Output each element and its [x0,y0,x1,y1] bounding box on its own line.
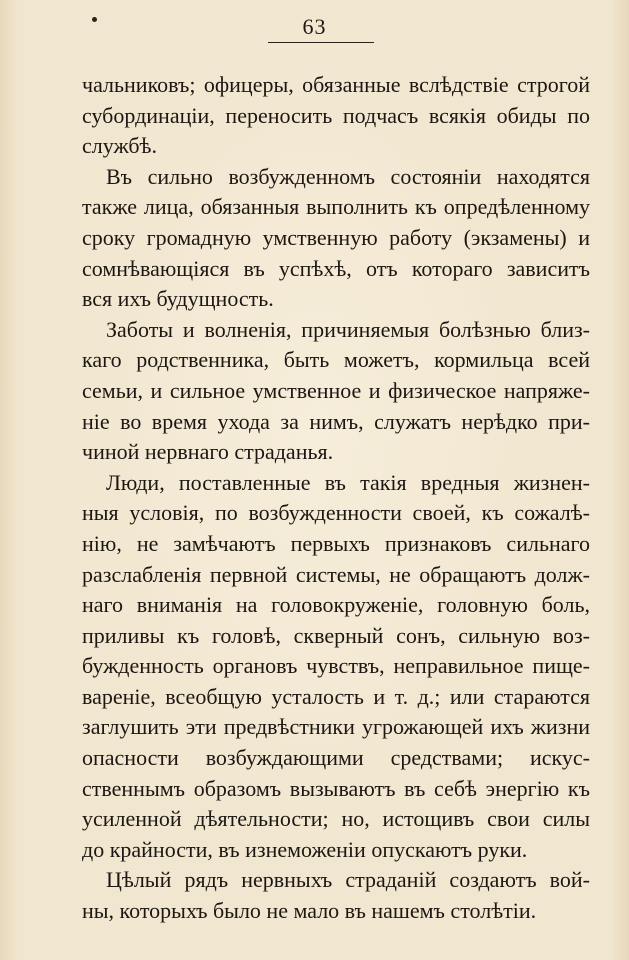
text-line: сроку громадную умственную работу (экзамены) и [82,224,590,250]
text-line: сомнѣвающіяся въ успѣхѣ, отъ котораго зависитъ [82,255,590,281]
text-line: приливы къ головѣ, скверный сонъ, сильную воз- [82,622,590,648]
text-line: заглушить эти предвѣстники угрожающей ихъ жизни [82,714,590,740]
text-line: вся ихъ будущность. [82,286,274,312]
text-line: ныя условія, по возбужденности своей, къ сожалѣ- [82,500,590,526]
text-line: Заботы и волненія, причиняемыя болѣзнью близ- [106,316,590,342]
header-rule [268,42,374,43]
text-line: службѣ. [82,133,158,159]
text-line: субординаціи, переносить подчасъ всякія обиды по [82,102,590,128]
text-line: наго вниманія на головокруженіе, головную боль, [82,592,590,618]
text-line: нію, не замѣчаютъ первыхъ признаковъ сильнаго [82,530,590,556]
page-number: 63 [302,14,327,39]
text-line: каго родственника, быть можетъ, кормильца всей [82,347,590,373]
text-line: Цѣлый рядъ нервныхъ страданій создаютъ вой- [106,867,590,893]
text-line: до крайности, въ изнеможеніи опускаютъ руки. [82,836,528,862]
text-line: ны, которыхъ было не мало въ нашемъ столѣтіи. [82,898,537,924]
text-line: усиленной дѣятельности; но, истощивъ свои силы [82,806,590,832]
text-line: опасности возбуждающими средствами; искус- [82,745,590,771]
text-line: разслабленія первной системы, не обращаютъ долж- [82,561,590,587]
text-line: Люди, поставленные въ такія вредныя жизнен- [106,469,590,495]
text-line: также лица, обязанныя выполнить къ опредѣленному [82,194,590,220]
body-text [82,70,590,927]
text-line: ніе во время ухода за нимъ, служатъ нерѣдко при- [82,408,590,434]
text-line: вареніе, всеобщую усталость и т. д.; или стараются [82,683,590,709]
text-line: семьи, и сильное умственное и физическое напряже- [82,377,590,403]
text-line: чальниковъ; офицеры, обязанные вслѣдствіе строгой [82,72,590,97]
text-line: чиной нервнаго страданья. [82,439,334,465]
text-line: Въ сильно возбужденномъ состояніи находятся [106,163,590,189]
text-line: бужденность органовъ чувствъ, неправильное пище- [82,653,590,679]
text-line: ственнымъ образомъ вызываютъ въ себѣ энергію къ [82,775,590,801]
